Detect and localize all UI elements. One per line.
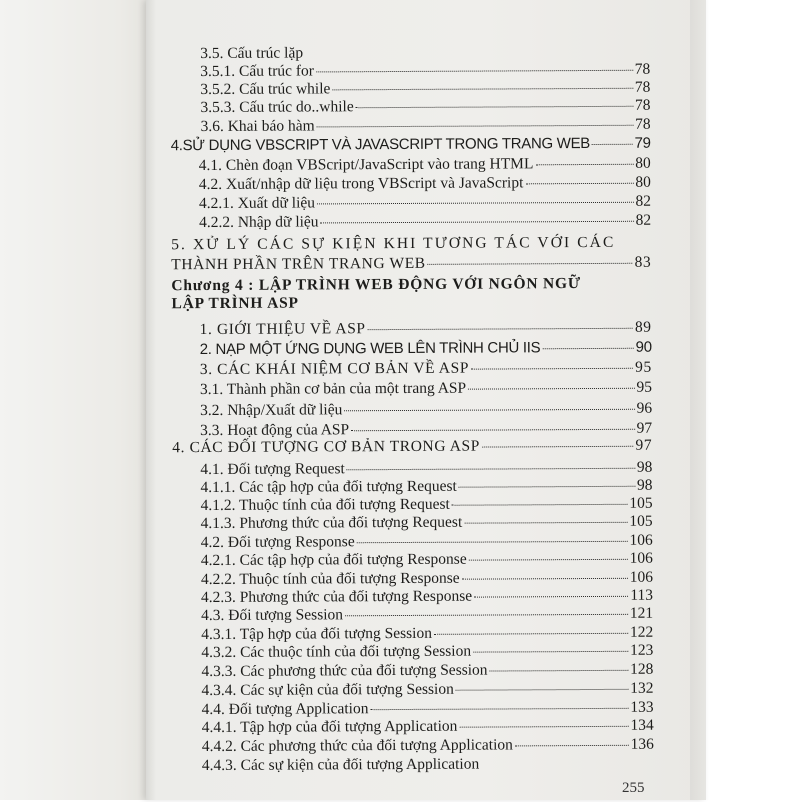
toc-entry-title: 3.5.2. Cấu trúc while [200,80,330,98]
toc-entry [201,605,653,624]
leader-dots [316,70,633,73]
leader-dots [344,409,634,412]
toc-entry-title: 4.3.2. Các thuộc tính của đối tượng Session [201,643,471,661]
toc-entry-title: 3.5. Cấu trúc lặp [200,45,303,63]
toc-entry-page: 80 [635,174,651,191]
leader-dots [473,651,628,653]
toc-entry [199,174,651,193]
page-number: 255 [622,780,645,797]
toc-entry-page: 78 [635,97,651,114]
toc-entry-title: 4.1. Chèn đoạn VBScript/JavaScript vào trang HTML [199,155,534,174]
toc-entry [172,437,652,457]
leader-dots [317,125,633,128]
toc-entry-title: 3. CÁC KHÁI NIỆM CƠ BẢN VỀ ASP [200,360,469,378]
toc-entry [202,717,654,736]
toc-entry [200,79,650,98]
toc-entry-title: 4.2.2. Thuộc tính của đối tượng Response [201,570,460,588]
toc-entry [201,550,653,569]
toc-entry-page: 132 [630,680,653,697]
leader-dots [332,88,632,91]
toc-entry [200,359,652,378]
toc-entry-page: 82 [636,212,652,229]
leader-dots [351,429,635,431]
toc-entry [171,135,651,155]
toc-entry-title: 4.2.3. Phương thức của đối tượng Response [201,588,472,606]
toc-entry [201,532,653,551]
toc-entry-title: 3.3. Hoạt động của ASP [200,421,349,439]
toc-entry [201,587,653,606]
toc-entry-title: 4.3.4. Các sự kiện của đối tượng Session [201,681,453,699]
toc-entry [199,193,651,212]
toc-entry-page: 106 [629,532,652,549]
toc-entry-page: 98 [637,477,653,494]
toc-entry-title: Chương 4 : LẬP TRÌNH WEB ĐỘNG VỚI NGÔN NGỮ [171,275,581,294]
toc-entry-title: 4.2. Xuất/nhập dữ liệu trong VBScript và JavaScript [199,174,524,193]
toc-entry-title: 4.4. Đối tượng Application [202,700,369,718]
leader-dots [515,745,629,747]
toc-entry-page: 80 [635,155,651,172]
toc-entry-title: 4.2.2. Nhập dữ liệu [199,213,319,231]
toc-entry-title: 4.SỬ DỤNG VBSCRIPT VÀ JAVASCRIPT TRONG TRANG WEB [171,135,590,154]
leader-dots [456,689,628,691]
toc-entry-title: 4.3.3. Các phương thức của đối tượng Session [201,662,487,680]
toc-entry-title: 4.3. Đối tượng Session [201,606,343,624]
leader-dots [345,614,628,616]
leader-dots [428,263,633,265]
toc-entry-page: 121 [630,605,653,622]
leader-dots [321,221,634,224]
toc-entry [202,699,654,718]
leader-dots [452,504,628,506]
toc-entry-title: 3.1. Thành phần cơ bản của một trang ASP [200,380,466,398]
leader-dots [490,670,629,672]
toc-entry [200,477,652,496]
toc-entry [201,116,651,135]
toc-entry-title: 4.1.2. Thuộc tính của đối tượng Request [201,496,450,514]
toc-entry-title: 4.2.1. Các tập hợp của đối tượng Response [201,551,467,569]
toc-entry-title: 4.3.1. Tập hợp của đối tượng Session [201,625,432,643]
toc-entry [200,400,652,419]
toc-entry-title: 3.2. Nhập/Xuất dữ liệu [200,401,342,419]
toc-entry-page: 123 [630,642,653,659]
toc-entry-page: 97 [637,420,653,437]
toc-entry-title: 3.5.1. Cấu trúc for [200,62,314,80]
toc-entry-title: 3.5.3. Cấu trúc do..while [200,98,353,116]
toc-entry-page: 122 [630,624,653,641]
toc-entry-page: 90 [636,339,652,356]
toc-entry-page: 97 [635,437,652,454]
toc-entry [201,513,653,532]
leader-dots [542,348,633,349]
leader-dots [462,578,628,580]
toc-entry-title: 4.4.1. Tập hợp của đối tượng Application [202,718,458,736]
toc-entry-page: 134 [630,717,653,734]
toc-entry-title: 4.1.3. Phương thức của đối tượng Request [201,514,463,532]
toc-entry [202,736,654,755]
leader-dots [482,446,634,448]
toc-entry-page: 133 [630,699,653,716]
leader-dots [525,183,633,185]
toc-entry [200,319,652,338]
leader-dots [468,388,634,390]
toc-entry-title: LẬP TRÌNH ASP [171,295,298,313]
toc-entry [199,155,651,174]
leader-dots [368,328,633,330]
leader-dots [459,486,635,488]
toc-entry-page: 106 [630,550,653,567]
toc-entry-page: 82 [635,193,651,210]
leader-dots [317,202,633,205]
leader-dots [347,468,635,471]
toc-entry-page: 96 [637,400,653,417]
toc-entry-page: 113 [630,587,653,604]
toc-entry-page: 98 [637,459,653,476]
toc-entry-title: THÀNH PHẦN TRÊN TRANG WEB [171,255,425,273]
toc-entry-page: 95 [636,379,652,396]
leader-dots [370,708,628,710]
leader-dots [464,522,627,524]
toc-entry-page: 78 [635,116,651,133]
leader-dots [471,368,633,370]
toc-entry-page: 89 [635,319,652,336]
toc-entry [200,459,652,478]
leader-dots [474,596,628,598]
toc-entry-page: 105 [629,495,652,512]
toc-entry-title: 4.4.2. Các phương thức của đối tượng Application [202,736,513,755]
leader-dots [469,559,628,561]
leader-dots [592,144,633,145]
toc-entry-page: 95 [635,359,652,376]
leader-dots [357,541,628,543]
toc-entry-page: 128 [630,661,653,678]
toc-entry [200,97,650,116]
toc-entry [200,339,652,358]
toc-entry-page: 106 [630,569,653,586]
toc-entry-page: 136 [631,736,654,753]
toc-entry-title: 4.1.1. Các tập hợp của đối tượng Request [200,478,456,496]
leader-dots [459,726,628,728]
toc-entry-page: 79 [635,135,651,152]
leader-dots [434,633,628,635]
toc-entry-title: 4.2. Đối tượng Response [201,533,355,551]
toc-entry-page: 78 [635,61,651,78]
toc-entry [199,212,651,231]
toc-entry [201,680,653,699]
toc-entry-page: 78 [635,79,651,96]
toc-entry [201,495,653,514]
toc-entry-page: 83 [635,254,652,271]
toc-entry [200,379,652,398]
toc-entry-title: 4.4.3. Các sự kiện của đối tượng Application [202,756,479,774]
toc-entry-title: 4.2.1. Xuất dữ liệu [199,194,315,212]
toc-entry [201,624,653,643]
toc-entry-page: 105 [629,513,652,530]
toc-entry [201,661,653,680]
toc-entry-title: 1. GIỚI THIỆU VỀ ASP [200,320,366,338]
toc-entry-title: 4.1. Đối tượng Request [200,460,345,478]
toc-entry [171,254,651,274]
toc-entry [200,61,650,80]
leader-dots [535,164,633,166]
toc-entry [201,642,653,661]
toc-entry [201,569,653,588]
toc-entry-title: 2. NẠP MỘT ỨNG DỤNG WEB LÊN TRÌNH CHỦ IIS [200,339,541,358]
toc-entry-title: 4. CÁC ĐỐI TƯỢNG CƠ BẢN TRONG ASP [172,438,480,457]
leader-dots [356,106,633,108]
toc-entry-title: 5. XỬ LÝ CÁC SỰ KIỆN KHI TƯƠNG TÁC VỚI CÁC [171,234,615,253]
toc-entry-title: 3.6. Khai báo hàm [201,117,315,135]
